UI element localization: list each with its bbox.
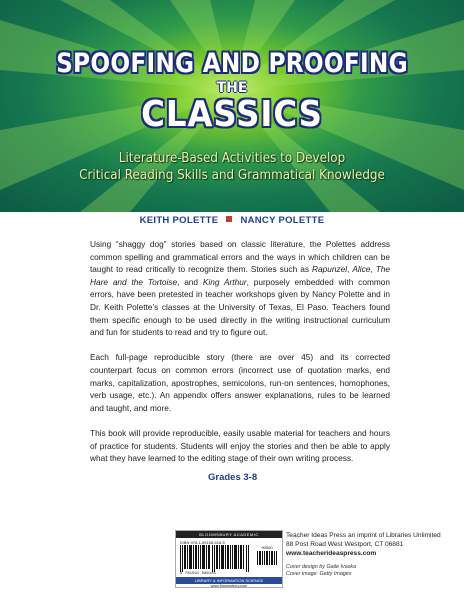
subject-category: LIBRARY & INFORMATION SCIENCE: [176, 577, 282, 584]
subtitle-line-1: Literature-Based Activities to Develop: [118, 151, 346, 166]
barcode-publisher-label: BLOOMSBURY ACADEMIC: [176, 531, 282, 538]
title-king-arthur: King Arthur: [202, 276, 247, 287]
text-run: , purposely embedded with common errors, have been pretested in teacher workshops given by Nancy Polette and in Dr. Keith Polette’s classes at the University of Texas, El Paso. Teachers found them specific enough to be used directly in the writing instructional curriculum and fun for students to read and try to figure out.: [90, 276, 390, 338]
publisher-website: www.bloomsbury.com: [210, 584, 248, 588]
price-code: 90000: [261, 545, 273, 550]
cover-image-credit: Cover image: Getty Images: [286, 571, 352, 577]
subtitle-line-2: Critical Reading Skills and Grammatical Knowledge: [79, 168, 385, 183]
text-run: Using “shaggy dog” stories based on classic literature, the Polettes address common spelling and grammatical errors and the ways in which children can be taught to read critically to recognize them. Stories such as: [90, 239, 390, 275]
text-run: , and: [177, 276, 203, 287]
author-line: [0, 215, 464, 226]
description-paragraph-2: Each full-page reproducible story (there are over 45) and its corrected counterpart focus on common errors (incorrect use of quotation marks, end marks, capitalization, apostrophes, semicolons, run-on sentences, homophones, verb usage, etc.). An appendix offers answer explanations, rules to be learned and taught, and more.: [90, 352, 390, 413]
cover-design-credit: Cover design by Gaile Ivaska: [286, 564, 357, 570]
title-line-1: SPOOFING AND PROOFING: [56, 48, 408, 79]
description-paragraph-3: This book will provide reproducible, easily usable material for teachers and hours of practice for students. Students will enjoy the stories and then be able to apply what they have learned to the editing stage of their own writing process.: [90, 427, 390, 464]
isbn-text: ISBN 978-1-59158-618-5: [180, 540, 225, 545]
publisher-info: [286, 531, 462, 558]
description-paragraph-1: [90, 238, 390, 339]
book-subtitle: [0, 150, 464, 184]
publisher-url: www.teacherideaspress.com: [286, 550, 377, 557]
publisher-address: 88 Post Road West Westport, CT 06881: [286, 541, 404, 548]
title-the: THE: [216, 80, 248, 96]
barcode-number: 9 781591 586185: [180, 572, 217, 576]
barcode-icon: [180, 545, 252, 572]
title-alice: Alice: [352, 264, 371, 275]
grade-level: Grades 3-8: [208, 472, 258, 483]
author-name-1: KEITH POLETTE: [139, 215, 219, 226]
title-rapunzel: Rapunzel: [311, 264, 348, 275]
price-barcode-icon: [256, 545, 278, 565]
text-run: ,: [370, 264, 376, 275]
book-title: [0, 50, 464, 134]
separator-square-icon: [226, 216, 232, 222]
description-text: [90, 238, 390, 477]
text-run: ,: [347, 264, 353, 275]
title-banner: [0, 0, 464, 212]
barcode-block: [175, 530, 283, 588]
title-line-2: CLASSICS: [141, 94, 323, 135]
author-name-2: NANCY POLETTE: [240, 215, 325, 226]
title-hare-tortoise: The Hare and the Tortoise: [90, 264, 390, 287]
cover-credits: [286, 564, 462, 578]
publisher-imprint: Teacher Ideas Press an imprint of Libraries Unlimited: [286, 532, 441, 539]
